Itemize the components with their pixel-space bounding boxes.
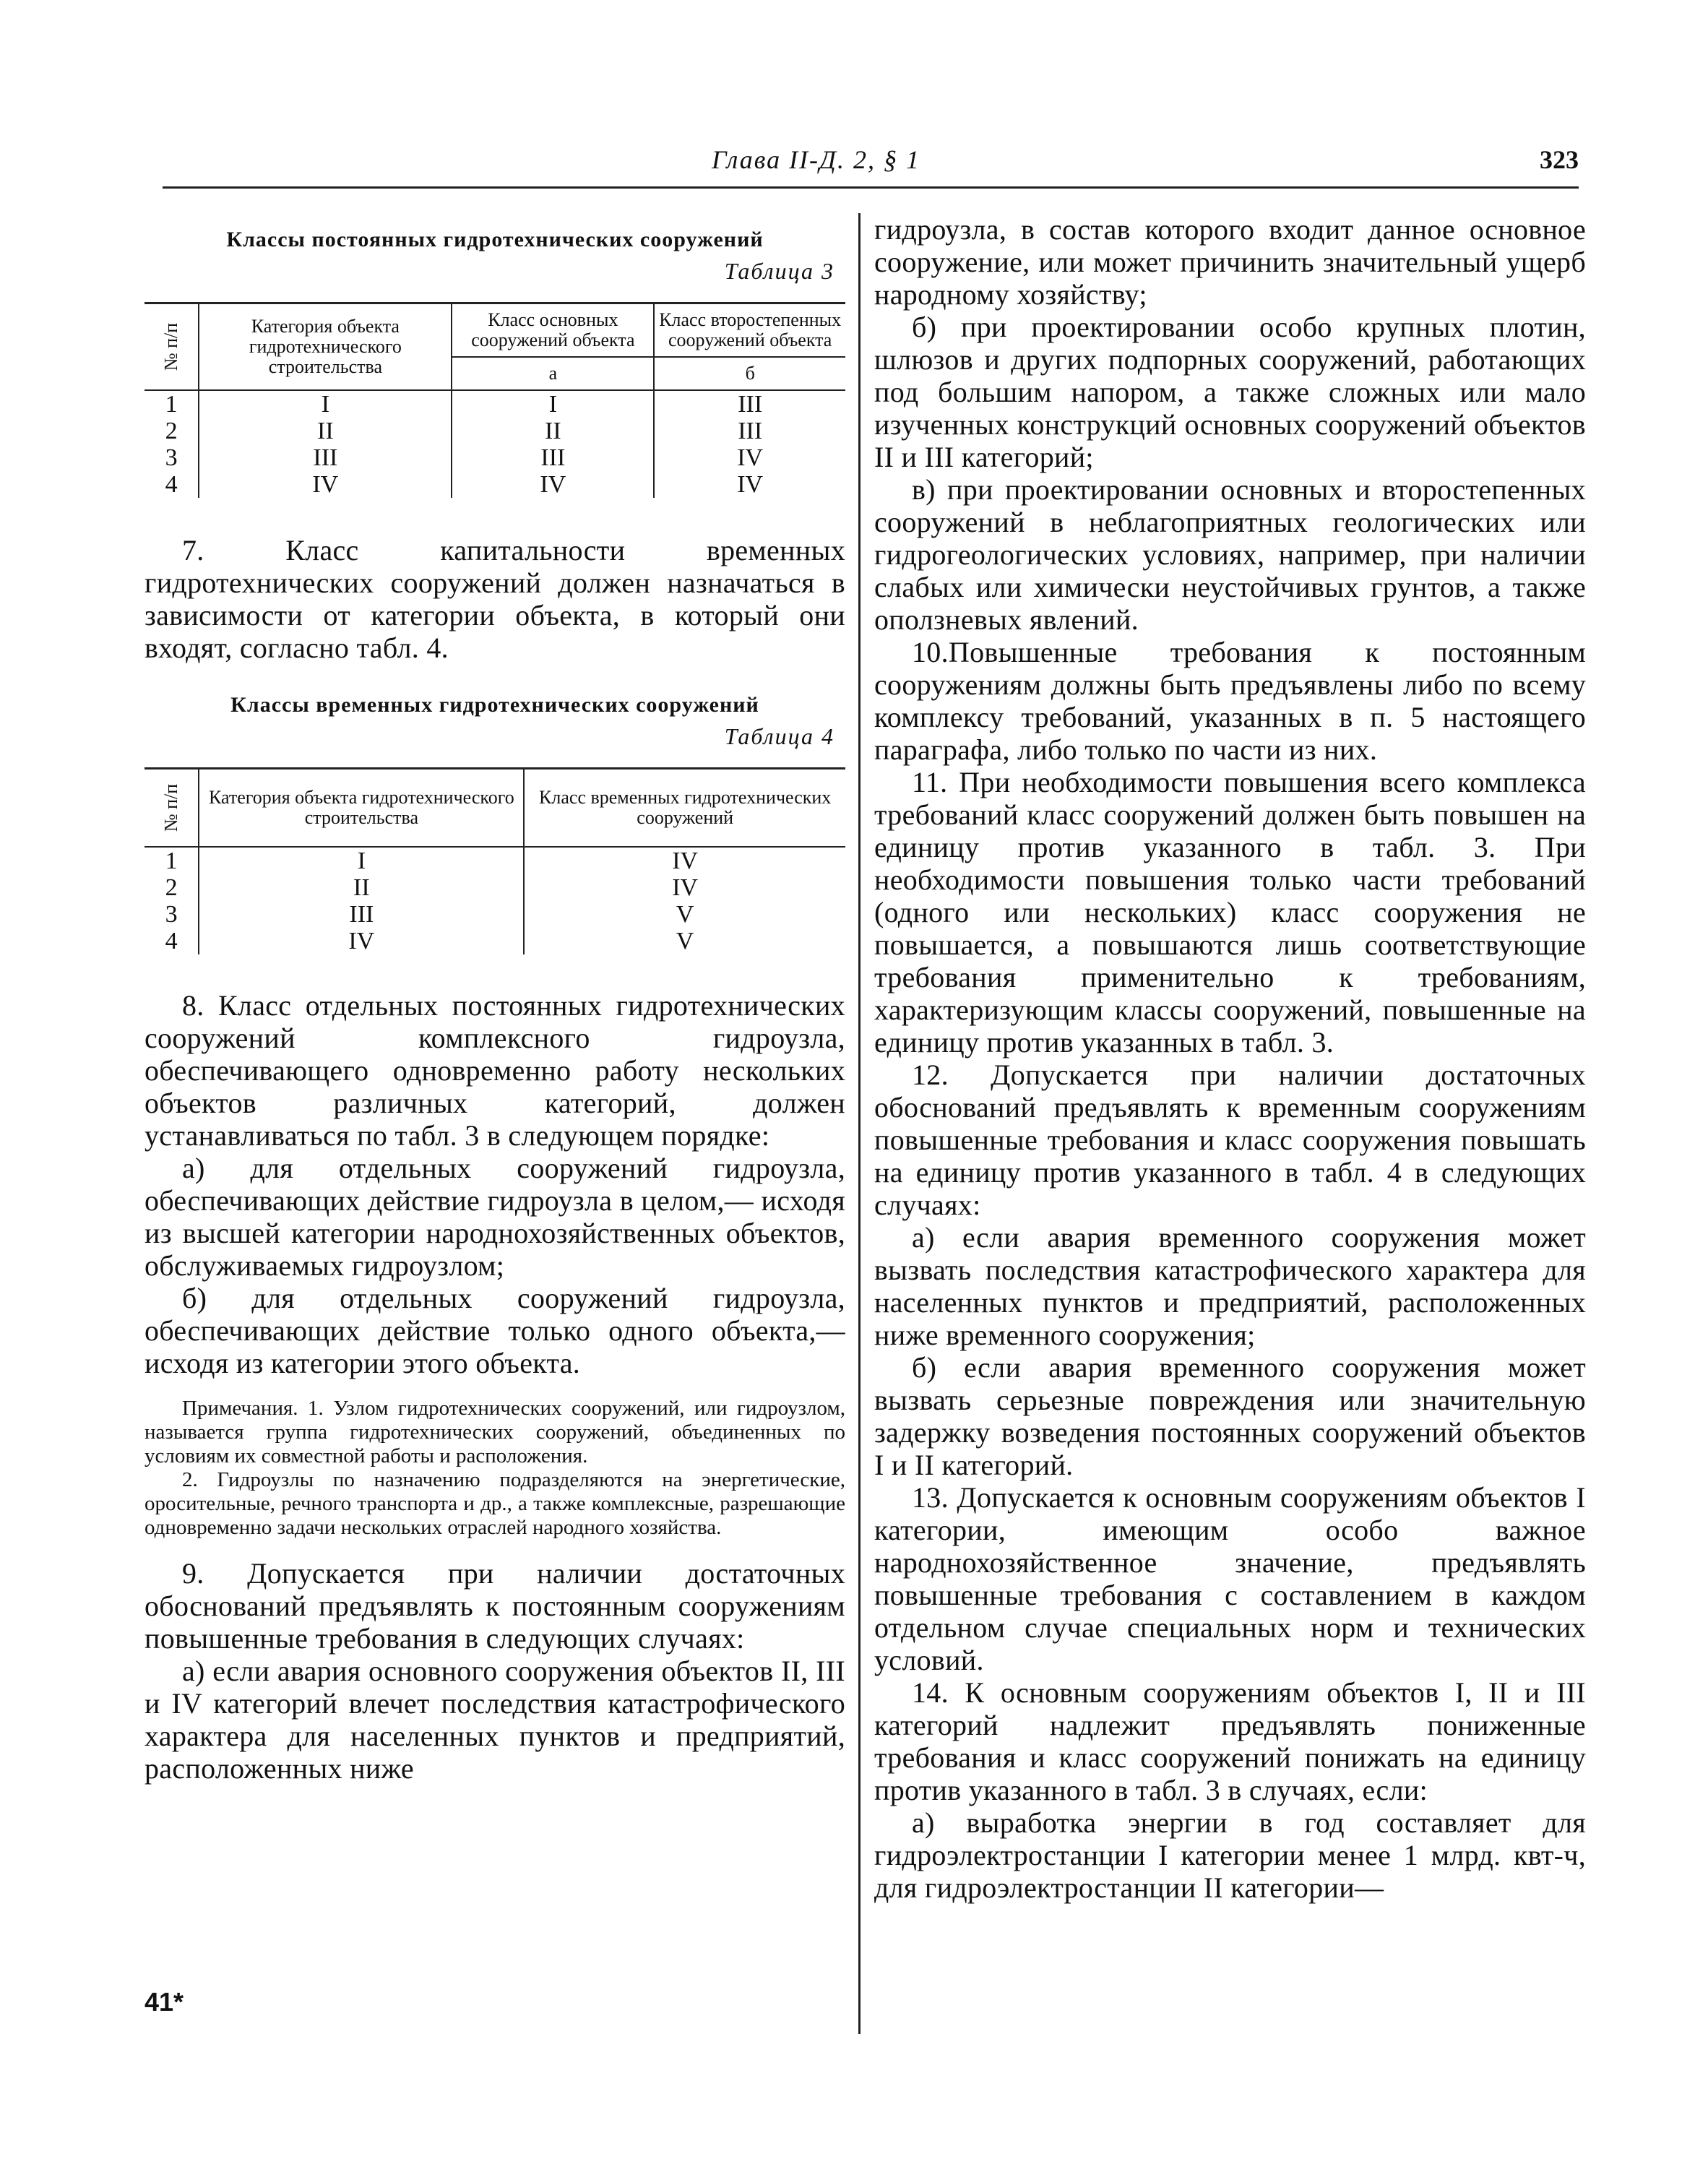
paragraph-9a: а) если авария основного сооружения объектов II, III и IV категорий влечет последствия катастрофического характера для населенных пунктов и предприятий, расположенных ниже xyxy=(145,1655,845,1785)
table3-header-no: № п/п xyxy=(145,303,199,391)
table3-title: Классы постоянных гидротехнических сооружений xyxy=(226,228,764,251)
table4-label: Таблица 4 xyxy=(724,723,834,749)
paragraph-8a: а) для отдельных сооружений гидроузла, обеспечивающих действие гидроузла в целом,— исходя из высшей категории народнохозяйственных объектов, обслуживаемых гидроузлом; xyxy=(145,1152,845,1282)
paragraph-9c: в) при проектировании основных и второстепенных сооружений в неблагоприятных геологических или гидрогеологических условиях, например, при наличии слабых или химически неустойчивых грунтов, а также оползневых явлений. xyxy=(874,473,1586,636)
paragraph-14a: а) выработка энергии в год составляет для гидроэлектростанции I категории менее 1 млрд. квт-ч, для гидроэлектростанции II категории— xyxy=(874,1806,1586,1904)
paragraph-14: 14. К основным сооружениям объектов I, II и III категорий надлежит предъявлять пониженные требования и класс сооружений понижать на единицу против указанного в табл. 3 в случаях, если: xyxy=(874,1676,1586,1806)
table4-header-no: № п/п xyxy=(145,769,199,848)
table3 xyxy=(145,302,845,498)
table4-header-category: Категория объекта гидротехнического строительства xyxy=(199,769,524,848)
table-row: 2 II IV xyxy=(145,874,845,901)
left-column xyxy=(145,213,845,1785)
paragraph-10: 10.Повышенные требования к постоянным сооружениям должны быть предъявлены либо по всему комплексу требований, указанных в п. 5 настоящего параграфа, либо только по части из них. xyxy=(874,636,1586,766)
table3-header-category: Категория объекта гидротехнического строительства xyxy=(199,303,452,391)
table-row: 1 I I III xyxy=(145,391,845,418)
paragraph-9b: б) при проектировании особо крупных плотин, шлюзов и других подпорных сооружений, работающих под большим напором, а также сложных или мало изученных конструкций основных сооружений объектов II и III категорий; xyxy=(874,311,1586,473)
table4 xyxy=(145,767,845,954)
paragraph-8b: б) для отдельных сооружений гидроузла, обеспечивающих действие только одного объекта,— исходя из категории этого объекта. xyxy=(145,1282,845,1379)
note-2: 2. Гидроузлы по назначению подразделяются на энергетические, оросительные, речного транспорта и др., а также комплексные, разрешающие одновременно задачи нескольких отраслей народного хозяйства. xyxy=(145,1468,845,1539)
chapter-title: Глава II-Д. 2, § 1 xyxy=(712,145,920,174)
paragraph-12b: б) если авария временного сооружения может вызвать серьезные повреждения или значительную задержку возведения постоянных сооружений объектов I и II категорий. xyxy=(874,1351,1586,1481)
note-1: Примечания. 1. Узлом гидротехнических сооружений, или гидроузлом, называется группа гидротехнических сооружений, объединенных по условиям их совместной работы и расположения. xyxy=(145,1397,845,1467)
paragraph-11: 11. При необходимости повышения всего комплекса требований класс сооружений должен быть повышен на единицу против указанного в табл. 3. При необходимости повышения только части требований (одного или нескольких) класс сооружения не повышается, а повышаются лишь соответствующие требования применительно к требованиям, характеризующим классы сооружений, повышенные на единицу против указанных в табл. 3. xyxy=(874,766,1586,1059)
right-column xyxy=(874,213,1586,1904)
table-row: 2 II II III xyxy=(145,418,845,444)
column-divider xyxy=(858,213,861,2034)
table-row: 4 IV V xyxy=(145,928,845,954)
paragraph-7: 7. Класс капитальности временных гидротехнических сооружений должен назначаться в зависимости от категории объекта, в который они входят, согласно табл. 4. xyxy=(145,534,845,664)
paragraph-9a-continued: гидроузла, в состав которого входит данное основное сооружение, или может причинить значительный ущерб народному хозяйству; xyxy=(874,213,1586,311)
page-header xyxy=(163,143,1579,189)
paragraph-12a: а) если авария временного сооружения может вызвать последствия катастрофического характера для населенных пунктов и предприятий, расположенных ниже временного сооружения; xyxy=(874,1221,1586,1351)
paragraph-9: 9. Допускается при наличии достаточных обоснований предъявлять к постоянным сооружениям повышенные требования в следующих случаях: xyxy=(145,1557,845,1655)
page-number: 323 xyxy=(1540,145,1579,174)
table-row: 3 III III IV xyxy=(145,444,845,471)
table-row: 1 I IV xyxy=(145,848,845,874)
paragraph-13: 13. Допускается к основным сооружениям объектов I категории, имеющим особо важное народнохозяйственное значение, предъявлять повышенные требования с составлением в каждом отдельном случае специальных норм и технических условий. xyxy=(874,1481,1586,1676)
paragraph-12: 12. Допускается при наличии достаточных обоснований предъявлять к временным сооружениям повышенные требования и класс сооружения повышать на единицу против указанного в табл. 4 в следующих случаях: xyxy=(874,1059,1586,1221)
table4-title: Классы временных гидротехнических сооружений xyxy=(230,693,759,717)
table3-sub-a: а xyxy=(452,357,654,390)
table-row: 3 III V xyxy=(145,901,845,928)
paragraph-8: 8. Класс отдельных постоянных гидротехнических сооружений комплексного гидроузла, обеспечивающего одновременно работу нескольких объектов различных категорий, должен устанавливаться по табл. 3 в следующем порядке: xyxy=(145,989,845,1152)
table3-label: Таблица 3 xyxy=(724,258,834,284)
table4-header-class: Класс временных гидротехнических сооружений xyxy=(524,769,845,848)
table3-header-secondary: Класс второстепенных сооружений объекта xyxy=(654,303,845,358)
table-row: 4 IV IV IV xyxy=(145,471,845,498)
signature-mark: 41* xyxy=(145,1987,184,2017)
table3-header-main: Класс основных сооружений объекта xyxy=(452,303,654,358)
table3-sub-b: б xyxy=(654,357,845,390)
